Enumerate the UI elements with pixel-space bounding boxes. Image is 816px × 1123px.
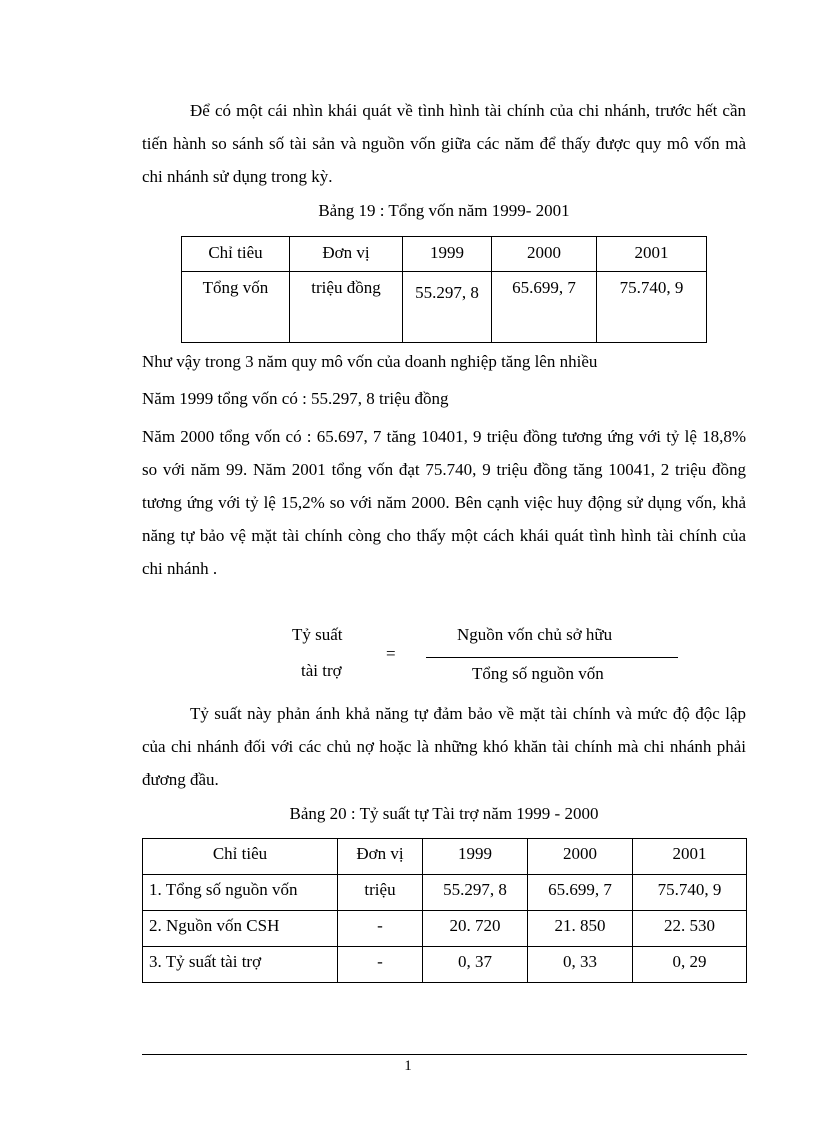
table19-cell: Tổng vốn [182, 272, 290, 343]
summary-line: Như vậy trong 3 năm quy mô vốn của doanh nghiệp tăng lên nhiều [142, 352, 598, 371]
table20-caption: Bảng 20 : Tỷ suất tự Tài trợ năm 1999 - 2000 [289, 804, 599, 823]
table20-cell: 0, 37 [423, 947, 528, 983]
table20-header-cell: Đơn vị [338, 839, 423, 875]
table-header-row [182, 237, 707, 272]
table20-cell: - [338, 947, 423, 983]
table20-cell: 0, 33 [528, 947, 633, 983]
table20-header-cell: 1999 [423, 839, 528, 875]
table19-header-cell: Chỉ tiêu [182, 237, 290, 272]
formula-lhs-bottom: tài trợ [301, 661, 342, 680]
table20-cell: 22. 530 [633, 911, 747, 947]
table19-caption: Bảng 19 : Tổng vốn năm 1999- 2001 [318, 201, 570, 220]
table19-cell: triệu đồng [290, 272, 403, 343]
table19-header-cell: 2000 [492, 237, 597, 272]
table-row [143, 911, 747, 947]
table20-cell: 21. 850 [528, 911, 633, 947]
table20-cell: 75.740, 9 [633, 875, 747, 911]
table20-cell: 0, 29 [633, 947, 747, 983]
table-row [182, 272, 707, 343]
table19-header-cell: 2001 [597, 237, 707, 272]
table-row [143, 947, 747, 983]
table20-cell: 20. 720 [423, 911, 528, 947]
formula-equals: = [386, 644, 396, 663]
table-20 [142, 838, 747, 983]
table20-cell: triệu [338, 875, 423, 911]
table20-cell: 3. Tỷ suất tài trợ [143, 947, 338, 983]
year-1999-line: Năm 1999 tổng vốn có : 55.297, 8 triệu đồng [142, 389, 449, 408]
table20-cell: - [338, 911, 423, 947]
footer-rule [142, 1054, 747, 1055]
analysis-paragraph: Năm 2000 tổng vốn có : 65.697, 7 tăng 10401, 9 triệu đồng tương ứng với tỷ lệ 18,8% so với năm 99. Năm 2001 tổng vốn đạt 75.740, 9 triệu đồng tăng 10041, 2 triệu đồng tương ứng với tỷ lệ 15,2% so với năm 2000. Bên cạnh việc huy động sử dụng vốn, khả năng tự bảo vệ mặt tài chính còng cho thấy một cách khái quát tình hình tài chính của chi nhánh . [142, 427, 746, 578]
table-row [143, 875, 747, 911]
table19-cell: 55.297, 8 [403, 272, 492, 343]
table19-header-cell: 1999 [403, 237, 492, 272]
table20-cell: 2. Nguồn vốn CSH [143, 911, 338, 947]
table19-header-cell: Đơn vị [290, 237, 403, 272]
table20-cell: 55.297, 8 [423, 875, 528, 911]
table20-header-cell: 2000 [528, 839, 633, 875]
formula-numerator: Nguồn vốn chủ sở hữu [457, 625, 613, 644]
table19-cell: 75.740, 9 [597, 272, 707, 343]
formula-denominator: Tổng số nguồn vốn [472, 664, 604, 683]
intro-paragraph: Để có một cái nhìn khái quát về tình hình tài chính của chi nhánh, trước hết cần tiến hành so sánh số tài sản và nguồn vốn giữa các năm để thấy được quy mô vốn mà chi nhánh sử dụng trong kỳ. [142, 101, 746, 186]
table19-cell: 65.699, 7 [492, 272, 597, 343]
table20-cell: 65.699, 7 [528, 875, 633, 911]
explanation-paragraph: Tỷ suất này phản ánh khả năng tự đảm bảo về mặt tài chính và mức độ độc lập của chi nhánh đối với các chủ nợ hoặc là những khó khăn tài chính mà chi nhánh phải đương đầu. [142, 704, 746, 789]
table-19 [181, 236, 707, 343]
fraction-bar [426, 657, 678, 658]
page-number: 1 [404, 1058, 412, 1074]
table20-header-cell: Chỉ tiêu [143, 839, 338, 875]
table20-header-cell: 2001 [633, 839, 747, 875]
table-header-row [143, 839, 747, 875]
table20-cell: 1. Tổng số nguồn vốn [143, 875, 338, 911]
formula-lhs-top: Tỷ suất [292, 625, 343, 644]
